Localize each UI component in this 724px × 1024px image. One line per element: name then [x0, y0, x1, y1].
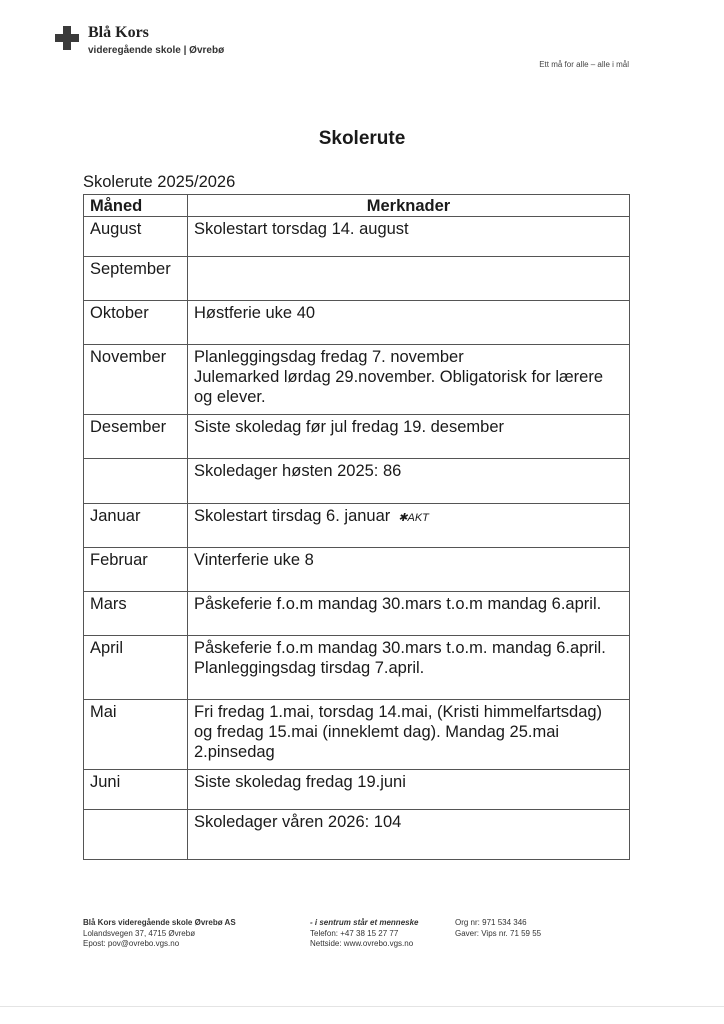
note-cell	[188, 592, 630, 636]
note-cell	[188, 217, 630, 257]
month-cell: Oktober	[84, 301, 188, 345]
note-cell	[188, 548, 630, 592]
school-name: videregående skole | Øvrebø	[88, 45, 225, 56]
table-row	[84, 548, 630, 592]
month-cell	[84, 459, 188, 504]
month-cell: November	[84, 345, 188, 415]
note-text: Siste skoledag fredag 19.juni	[194, 773, 406, 791]
footer-gifts: Gaver: Vips nr. 71 59 55	[455, 928, 542, 938]
table-row	[84, 257, 630, 301]
month-cell	[84, 810, 188, 860]
footer-email: Epost: pov@ovrebo.vgs.no	[83, 939, 180, 948]
footer-slogan: - i sentrum står et menneske	[310, 918, 419, 927]
month-cell: April	[84, 636, 188, 700]
table-row	[84, 810, 630, 860]
note-text: Siste skoledag før jul fredag 19. desember	[194, 418, 504, 436]
footer-street: Lolandsvegen 37, 4715 Øvrebø	[83, 928, 196, 938]
month-cell: September	[84, 257, 188, 301]
brand-name: Blå Kors	[88, 24, 149, 41]
motto: Ett må for alle – alle i mål	[539, 60, 629, 69]
footer-address	[83, 918, 236, 950]
month-cell: Mars	[84, 592, 188, 636]
table-row	[84, 217, 630, 257]
scan-edge	[0, 1006, 724, 1007]
page-title: Skolerute	[318, 128, 406, 149]
table-row	[84, 592, 630, 636]
note-cell	[188, 636, 630, 700]
table-row	[84, 301, 630, 345]
footer-contact	[310, 918, 418, 950]
note-cell	[188, 810, 630, 860]
note-text: Påskeferie f.o.m mandag 30.mars t.o.m. mandag 6.april. Planleggingsdag tirsdag 7.april.	[194, 639, 606, 677]
note-text: Planleggingsdag fredag 7. november Julemarked lørdag 29.november. Obligatorisk for lærere og elever.	[194, 348, 604, 406]
note-text: Skoledager våren 2026: 104	[194, 813, 402, 831]
note-text: Fri fredag 1.mai, torsdag 14.mai, (Kristi himmelfartsdag) og fredag 15.mai (inneklemt dag). Mandag 25.mai 2.pinsedag	[194, 703, 603, 761]
note-text: Høstferie uke 40	[194, 304, 316, 322]
table-row	[84, 504, 630, 548]
note-cell	[188, 504, 630, 548]
note-cell	[188, 700, 630, 770]
note-text: Skolestart tirsdag 6. januar	[194, 507, 391, 525]
cross-icon	[55, 26, 79, 50]
month-cell: Juni	[84, 770, 188, 810]
note-cell	[188, 345, 630, 415]
schedule-subtitle: Skolerute 2025/2026	[83, 173, 236, 191]
table-row	[84, 415, 630, 459]
note-cell	[188, 257, 630, 301]
month-cell: August	[84, 217, 188, 257]
footer-company: Blå Kors videregående skole Øvrebø AS	[83, 918, 236, 927]
month-cell: Desember	[84, 415, 188, 459]
footer-org	[455, 918, 541, 939]
month-cell: Januar	[84, 504, 188, 548]
school-calendar-table	[83, 194, 630, 860]
footer-website: Nettside: www.ovrebo.vgs.no	[310, 939, 414, 948]
header-notes: Merknader	[188, 195, 630, 217]
table-row	[84, 636, 630, 700]
table-row	[84, 770, 630, 810]
table-row	[84, 459, 630, 504]
note-text: Vinterferie uke 8	[194, 551, 314, 569]
note-text: Skoledager høsten 2025: 86	[194, 462, 402, 480]
table-row	[84, 345, 630, 415]
month-cell: Februar	[84, 548, 188, 592]
note-text: Skolestart torsdag 14. august	[194, 220, 409, 238]
note-cell	[188, 415, 630, 459]
note-cell	[188, 459, 630, 504]
note-text: Påskeferie f.o.m mandag 30.mars t.o.m mandag 6.april.	[194, 595, 602, 613]
handwritten-annotation: ✱AKT	[398, 512, 429, 524]
header-month: Måned	[84, 195, 188, 217]
note-cell	[188, 770, 630, 810]
table-header-row	[84, 195, 630, 217]
table-row	[84, 700, 630, 770]
footer-org-number: Org nr: 971 534 346	[455, 918, 527, 927]
footer-phone: Telefon: +47 38 15 27 77	[310, 928, 399, 938]
note-cell	[188, 301, 630, 345]
month-cell: Mai	[84, 700, 188, 770]
